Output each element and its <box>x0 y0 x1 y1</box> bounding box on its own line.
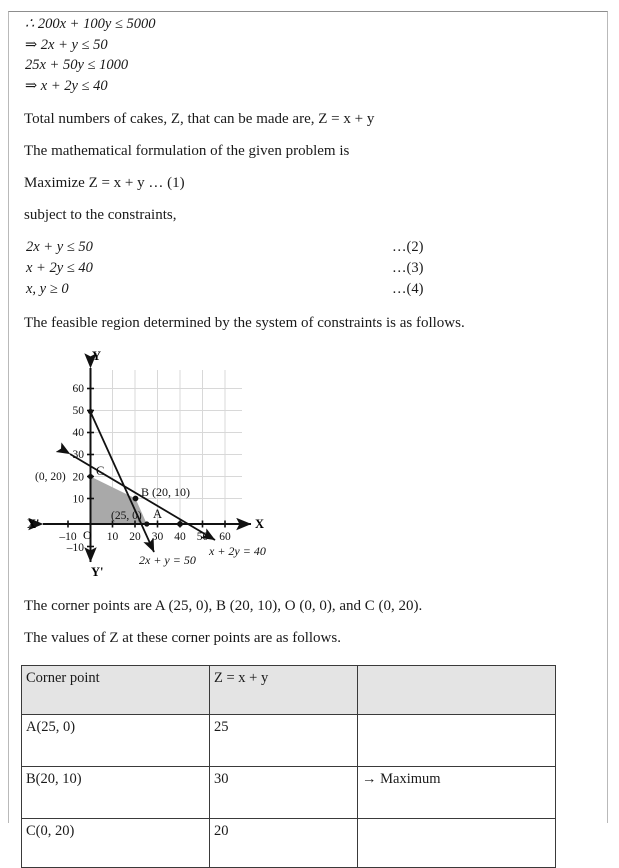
x-tick-label: 60 <box>219 531 231 543</box>
y-tick-label: 60 <box>72 383 84 395</box>
table-header-note <box>358 666 556 715</box>
annotation-label-c: C <box>96 464 105 478</box>
x-tick-label: 10 <box>106 531 119 543</box>
table-row <box>22 715 556 767</box>
constraint-tag: …(4) <box>392 281 424 297</box>
cell-note: → Maximum <box>358 767 556 819</box>
y-tick-label: 10 <box>72 493 84 506</box>
annotation-label-a: A <box>153 507 163 521</box>
cell-note <box>358 819 556 868</box>
table-header-z-value: Z = x + y <box>210 666 358 715</box>
x-tick-label: 40 <box>174 531 186 543</box>
constraint-row <box>26 237 592 258</box>
document-page <box>8 11 608 839</box>
annotation-point-c-coords: (0, 20) <box>35 471 66 483</box>
derivation-line-2: ⇒ 2x + y ≤ 50 <box>25 36 108 53</box>
document-content <box>15 14 601 868</box>
corner-point-value-table <box>21 665 556 868</box>
annotation-point-a-coords: (25, 0) <box>111 510 142 522</box>
origin-label: O <box>83 528 92 542</box>
x-tick-label: 50 <box>196 531 209 543</box>
y-tick-label: 30 <box>72 449 84 461</box>
x-tick-label: 20 <box>129 531 141 543</box>
feasible-region-graph <box>15 346 601 583</box>
graph-svg <box>15 346 601 583</box>
constraint-expression: x, y ≥ 0 <box>26 281 69 297</box>
y-negative-axis-label: Y' <box>91 565 104 579</box>
x-negative-axis-label: X' <box>27 517 40 531</box>
cell-z-value: 25 <box>210 715 358 767</box>
derivation-line-4: ⇒ x + 2y ≤ 40 <box>25 77 108 94</box>
y-tick-labels <box>66 383 85 554</box>
table-header-corner-point: Corner point <box>22 666 210 715</box>
cell-note <box>358 715 556 767</box>
cell-z-value: 20 <box>210 819 358 868</box>
cell-z-value: 30 <box>210 767 358 819</box>
paragraph-values-of-z: The values of Z at these corner points are as follows. <box>24 630 341 646</box>
y-tick-label: –10 <box>66 542 84 554</box>
y-tick-label: 20 <box>72 471 84 484</box>
constraint-expression: 2x + y ≤ 50 <box>26 239 93 255</box>
paragraph-maximize: Maximize Z = x + y … (1) <box>24 175 185 191</box>
x-tick-label: 30 <box>151 531 164 543</box>
annotation-line-label-2x-y-50: 2x + y = 50 <box>139 553 196 567</box>
derivation-line-3: 25x + 50y ≤ 1000 <box>25 57 129 73</box>
paragraph-corner-points: The corner points are A (25, 0), B (20, 10), O (0, 0), and C (0, 20). <box>24 598 423 614</box>
paragraph-feasible-region: The feasible region determined by the system of constraints is as follows. <box>24 315 465 331</box>
table-row <box>22 767 556 819</box>
constraint-tag: …(3) <box>392 260 424 276</box>
cell-corner-point: C(0, 20) <box>22 819 210 868</box>
cell-corner-point: B(20, 10) <box>22 767 210 819</box>
y-tick-label: 50 <box>72 405 84 417</box>
cell-corner-point: A(25, 0) <box>22 715 210 767</box>
constraint-tag: …(2) <box>392 239 424 255</box>
annotation-line-label-x-2y-40: x + 2y = 40 <box>209 544 266 558</box>
constraint-expression: x + 2y ≤ 40 <box>26 260 93 276</box>
paragraph-formulation: The mathematical formulation of the given problem is <box>24 143 350 159</box>
derivation-line-1: ∴ 200x + 100y ≤ 5000 <box>25 16 156 32</box>
x-axis-label: X <box>255 517 265 531</box>
paragraph-total-cakes: Total numbers of cakes, Z, that can be made are, Z = x + y <box>24 111 375 127</box>
constraint-row <box>26 279 592 300</box>
constraint-row <box>26 258 592 279</box>
paragraph-subject-to: subject to the constraints, <box>24 207 177 223</box>
constraints-list <box>15 237 601 300</box>
y-axis-label: Y <box>92 349 102 363</box>
x-tick-label: –10 <box>59 531 77 543</box>
y-tick-label: 40 <box>72 427 84 439</box>
table-row <box>22 819 556 868</box>
annotation-label-b: B (20, 10) <box>141 485 190 499</box>
table-header-row <box>22 666 556 715</box>
derivation-block <box>15 14 601 96</box>
